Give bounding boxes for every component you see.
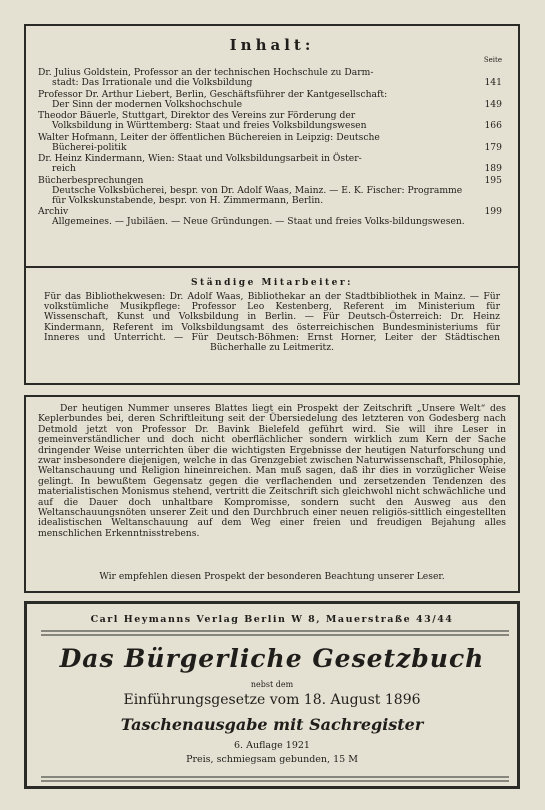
- entry-title-line: Der Sinn der modernen Volkshochschule: [52, 98, 243, 110]
- ad-nebst: nebst dem: [250, 680, 294, 689]
- entry-title-line: Volksbildung in Württemberg: Staat und freies Volksbildungswesen: [52, 120, 367, 131]
- ornament-rule-icon: [41, 630, 509, 636]
- entry-page-number: 189: [484, 163, 502, 174]
- entry-page-number: 149: [484, 98, 502, 110]
- ad-edition-title: Taschenausgabe mit Sachregister: [120, 715, 424, 734]
- entry-section-line: Bücherbesprechungen: [38, 174, 144, 186]
- staff-title: Ständige Mitarbeiter:: [191, 278, 353, 288]
- entry-title-line: stadt: Das Irrationale und die Volksbildung: [52, 77, 253, 88]
- page-column-label: Seite: [483, 56, 502, 64]
- publisher-line: Carl Heymanns Verlag Berlin W 8, Mauerstraße 43/44: [90, 614, 454, 625]
- entry-section-line: Archiv: [38, 206, 69, 217]
- contents-entry: [38, 90, 502, 110]
- ad-edition: 6. Auflage 1921: [234, 740, 310, 751]
- entry-title-line: reich: [52, 163, 76, 174]
- entry-author-line: Theodor Bäuerle, Stuttgart, Direktor des Vereins zur Förderung der: [38, 110, 356, 121]
- advertisement-box: [24, 601, 520, 789]
- staff-text: Für das Bibliothekwesen: Dr. Adolf Waas, Bibliothekar an der Stadtbibliothek in Mainz. — Für volkstümliche Musikpflege: Professor Leo Kestenberg, Referent im Ministerium für Wissenschaft, Kunst und Volksbildung in Berlin. — Für Deutsch-Österreich: Dr. Heinz Kindermann, Referent im Volksbildungsamt des österreichischen Bundesministeriums für Inneres und Unterricht. — Für Deutsch-Böhmen: Ernst Horner, Leiter der Städtischen Bücherhalle zu Leitmeritz.: [44, 291, 500, 354]
- section-divider: [26, 266, 518, 268]
- contents-entry: [38, 133, 502, 153]
- contents-entry: [38, 111, 502, 131]
- contents-list: [38, 68, 502, 229]
- ad-title: Das Bürgerliche Gesetzbuch: [59, 644, 485, 673]
- ad-price: Preis, schmiegsam gebunden, 15 M: [186, 754, 358, 765]
- entry-author-line: Dr. Julius Goldstein, Professor an der technischen Hochschule zu Darm-: [38, 67, 374, 78]
- entry-page-number: 166: [484, 120, 502, 131]
- notice-box: [24, 395, 520, 593]
- entry-detail-line: Allgemeines. — Jubiläen. — Neue Gründungen. — Staat und freies Volks-bildungswesen.: [52, 216, 465, 227]
- entry-author-line: Dr. Heinz Kindermann, Wien: Staat und Volksbildungsarbeit in Öster-: [38, 153, 362, 164]
- contents-entry: [38, 176, 502, 206]
- entry-page-number: 195: [484, 174, 502, 186]
- notice-closing: Wir empfehlen diesen Prospekt der besonderen Beachtung unserer Leser.: [99, 571, 445, 582]
- contents-title: Inhalt:: [229, 36, 315, 54]
- entry-page-number: 141: [484, 77, 502, 88]
- contents-box: [24, 24, 520, 385]
- ad-subtitle: Einführungsgesetze vom 18. August 1896: [123, 692, 421, 708]
- entry-page-number: 179: [484, 141, 502, 153]
- entry-title-line: Bücherei-politik: [52, 141, 127, 153]
- contents-entry: [38, 68, 502, 88]
- entry-detail-line: Deutsche Volksbücherei, bespr. von Dr. Adolf Waas, Mainz. — E. K. Fischer: Programme für Volkskunstabende, bespr. von H. Zimmermann, Berlin.: [52, 184, 463, 206]
- entry-page-number: 199: [484, 206, 502, 217]
- ornament-rule-icon: [41, 776, 509, 782]
- contents-entry: [38, 154, 502, 174]
- contents-entry: [38, 207, 502, 227]
- entry-author-line: Professor Dr. Arthur Liebert, Berlin, Geschäftsführer der Kantgesellschaft:: [38, 88, 388, 100]
- notice-text: Der heutigen Nummer unseres Blattes liegt ein Prospekt der Zeitschrift „Unsere Welt“ des Keplerbundes bei, deren Schriftleitung seit der Übersiedelung des letzteren von Godesberg nach Detmold jetzt von Professor Dr. Bavink Bielefeld geführt wird. Sie will ihre Leser in gemeinverständlicher und doch nicht oberflächlicher sondern wirklich zum Kern der Sache dringender Weise unterrichten über die wichtigsten Ergebnisse der heutigen Naturforschung und zwar insbesondere diejenigen, welche in das Grenzgebiet zwischen Naturwissenschaft, Philosophie, Weltanschauung und Religion hineinreichen. Man muß sagen, daß ihr dies in vorzüglicher Weise gelingt. In bewußtem Gegensatz gegen die verflachenden und zersetzenden Tendenzen des materialistischen Monismus stehend, vertritt die Zeitschrift sich gleichwohl nicht schwächliche und auf die Dauer doch unhaltbare Kompromisse, sondern sucht den Ausweg aus den Weltanschauungsnöten unserer Zeit und den Durchbruch einer neuen religiös-sittlich eingestellten idealistischen Weltanschauung auf dem Weg einer freien und freudigen Bejahung alles menschlichen Erkenntnisstrebens.: [38, 403, 506, 539]
- entry-author-line: Walter Hofmann, Leiter der öffentlichen Büchereien in Leipzig: Deutsche: [38, 131, 380, 143]
